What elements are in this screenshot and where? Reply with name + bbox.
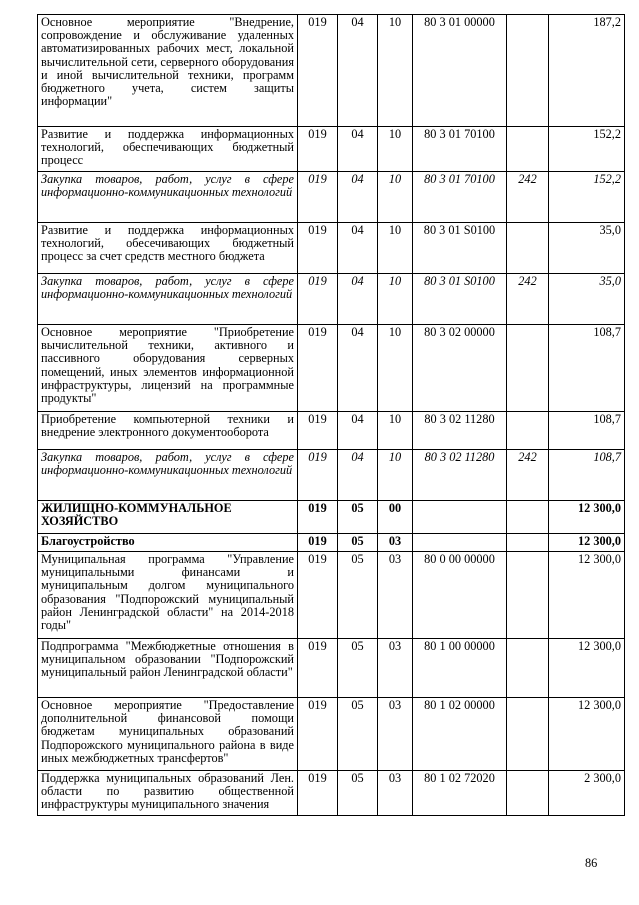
table-row <box>38 501 625 534</box>
row-name: Развитие и поддержка информационных технологий, обеспечивающих бюджетный процесс <box>38 127 298 172</box>
row-section-code: 04 <box>338 127 378 172</box>
row-subsection-code: 03 <box>378 552 413 639</box>
row-subsection-code: 10 <box>378 325 413 412</box>
row-grbs-code: 019 <box>298 534 338 552</box>
row-expense-type <box>507 412 549 450</box>
row-amount: 12 300,0 <box>549 534 625 552</box>
table-row <box>38 172 625 223</box>
row-name: Закупка товаров, работ, услуг в сфере информационно-коммуникационных технологий <box>38 450 298 501</box>
row-grbs-code: 019 <box>298 325 338 412</box>
table-row <box>38 534 625 552</box>
row-target-article: 80 3 01 S0100 <box>413 274 507 325</box>
row-grbs-code: 019 <box>298 172 338 223</box>
row-subsection-code: 10 <box>378 450 413 501</box>
row-expense-type <box>507 771 549 816</box>
row-expense-type <box>507 552 549 639</box>
row-amount: 12 300,0 <box>549 501 625 534</box>
row-grbs-code: 019 <box>298 15 338 127</box>
row-section-code: 04 <box>338 450 378 501</box>
row-name: Закупка товаров, работ, услуг в сфере информационно-коммуникационных технологий <box>38 172 298 223</box>
row-target-article <box>413 501 507 534</box>
row-target-article: 80 1 00 00000 <box>413 639 507 698</box>
row-name: Приобретение компьютерной техники и внедрение электронного документооборота <box>38 412 298 450</box>
row-section-code: 05 <box>338 552 378 639</box>
row-subsection-code: 10 <box>378 412 413 450</box>
row-grbs-code: 019 <box>298 639 338 698</box>
table-row <box>38 412 625 450</box>
row-section-code: 05 <box>338 698 378 771</box>
row-amount: 108,7 <box>549 412 625 450</box>
row-target-article: 80 3 01 S0100 <box>413 223 507 274</box>
row-name: Основное мероприятие "Приобретение вычислительной техники, активного и пассивного оборудования серверных помещений, иных элементов информационной инфраструктуры, лицензий на программные продукты" <box>38 325 298 412</box>
row-amount: 152,2 <box>549 127 625 172</box>
row-target-article: 80 1 02 00000 <box>413 698 507 771</box>
row-section-code: 04 <box>338 412 378 450</box>
row-target-article: 80 0 00 00000 <box>413 552 507 639</box>
row-expense-type <box>507 698 549 771</box>
row-amount: 12 300,0 <box>549 698 625 771</box>
row-grbs-code: 019 <box>298 501 338 534</box>
row-amount: 35,0 <box>549 223 625 274</box>
row-amount: 12 300,0 <box>549 552 625 639</box>
table-row <box>38 771 625 816</box>
table-row <box>38 698 625 771</box>
row-expense-type <box>507 325 549 412</box>
row-subsection-code: 10 <box>378 274 413 325</box>
row-section-code: 05 <box>338 501 378 534</box>
row-subsection-code: 10 <box>378 172 413 223</box>
table-row <box>38 639 625 698</box>
page-number: 86 <box>585 856 598 870</box>
row-target-article: 80 3 02 11280 <box>413 412 507 450</box>
row-section-code: 04 <box>338 15 378 127</box>
row-expense-type <box>507 534 549 552</box>
row-subsection-code: 03 <box>378 771 413 816</box>
table-row <box>38 223 625 274</box>
budget-table-body <box>38 15 625 816</box>
row-section-code: 05 <box>338 771 378 816</box>
row-expense-type <box>507 639 549 698</box>
row-target-article: 80 3 01 70100 <box>413 127 507 172</box>
table-row <box>38 15 625 127</box>
row-grbs-code: 019 <box>298 412 338 450</box>
row-target-article: 80 1 02 72020 <box>413 771 507 816</box>
row-amount: 187,2 <box>549 15 625 127</box>
row-name: Основное мероприятие "Предоставление дополнительной финансовой помощи бюджетам муниципальных образований Подпорожского муниципального района в виде иных межбюджетных трансфертов" <box>38 698 298 771</box>
row-expense-type <box>507 127 549 172</box>
row-subsection-code: 03 <box>378 534 413 552</box>
row-section-code: 04 <box>338 325 378 412</box>
row-grbs-code: 019 <box>298 127 338 172</box>
row-subsection-code: 10 <box>378 127 413 172</box>
row-target-article: 80 3 01 00000 <box>413 15 507 127</box>
table-row <box>38 552 625 639</box>
row-name: Благоустройство <box>38 534 298 552</box>
row-amount: 2 300,0 <box>549 771 625 816</box>
row-expense-type <box>507 15 549 127</box>
row-section-code: 05 <box>338 639 378 698</box>
row-section-code: 04 <box>338 223 378 274</box>
row-subsection-code: 03 <box>378 639 413 698</box>
row-grbs-code: 019 <box>298 450 338 501</box>
row-name: Муниципальная программа "Управление муниципальными финансами и муниципальным долгом муниципального образования "Подпорожский муниципальный район Ленинградской области" на 2014-2018 годы" <box>38 552 298 639</box>
row-target-article: 80 3 02 00000 <box>413 325 507 412</box>
row-expense-type <box>507 223 549 274</box>
row-expense-type: 242 <box>507 274 549 325</box>
row-section-code: 05 <box>338 534 378 552</box>
row-subsection-code: 10 <box>378 15 413 127</box>
table-row <box>38 450 625 501</box>
table-row <box>38 274 625 325</box>
row-name: Основное мероприятие "Внедрение, сопровождение и обслуживание удаленных автоматизированных рабочих мест, локальной вычислительной сети, серверного оборудования и иной вычислительной техники, программ бюджетного учета, систем защиты информации" <box>38 15 298 127</box>
row-name: ЖИЛИЩНО-КОММУНАЛЬНОЕ ХОЗЯЙСТВО <box>38 501 298 534</box>
row-name: Подпрограмма "Межбюджетные отношения в муниципальном образовании "Подпорожский муниципальный район Ленинградской области" <box>38 639 298 698</box>
row-name: Закупка товаров, работ, услуг в сфере информационно-коммуникационных технологий <box>38 274 298 325</box>
row-target-article <box>413 534 507 552</box>
row-target-article: 80 3 02 11280 <box>413 450 507 501</box>
row-amount: 12 300,0 <box>549 639 625 698</box>
table-row <box>38 127 625 172</box>
table-row <box>38 325 625 412</box>
row-grbs-code: 019 <box>298 274 338 325</box>
row-subsection-code: 03 <box>378 698 413 771</box>
row-expense-type: 242 <box>507 450 549 501</box>
row-section-code: 04 <box>338 274 378 325</box>
row-target-article: 80 3 01 70100 <box>413 172 507 223</box>
row-subsection-code: 00 <box>378 501 413 534</box>
row-grbs-code: 019 <box>298 552 338 639</box>
row-subsection-code: 10 <box>378 223 413 274</box>
row-section-code: 04 <box>338 172 378 223</box>
row-amount: 108,7 <box>549 325 625 412</box>
row-name: Поддержка муниципальных образований Лен. области по развитию общественной инфраструктуры муниципального значения <box>38 771 298 816</box>
row-amount: 108,7 <box>549 450 625 501</box>
row-expense-type: 242 <box>507 172 549 223</box>
row-name: Развитие и поддержка информационных технологий, обесечивающих бюджетный процесс за счет средств местного бюджета <box>38 223 298 274</box>
row-grbs-code: 019 <box>298 698 338 771</box>
row-grbs-code: 019 <box>298 223 338 274</box>
row-expense-type <box>507 501 549 534</box>
row-amount: 35,0 <box>549 274 625 325</box>
row-grbs-code: 019 <box>298 771 338 816</box>
budget-table <box>37 14 625 816</box>
row-amount: 152,2 <box>549 172 625 223</box>
